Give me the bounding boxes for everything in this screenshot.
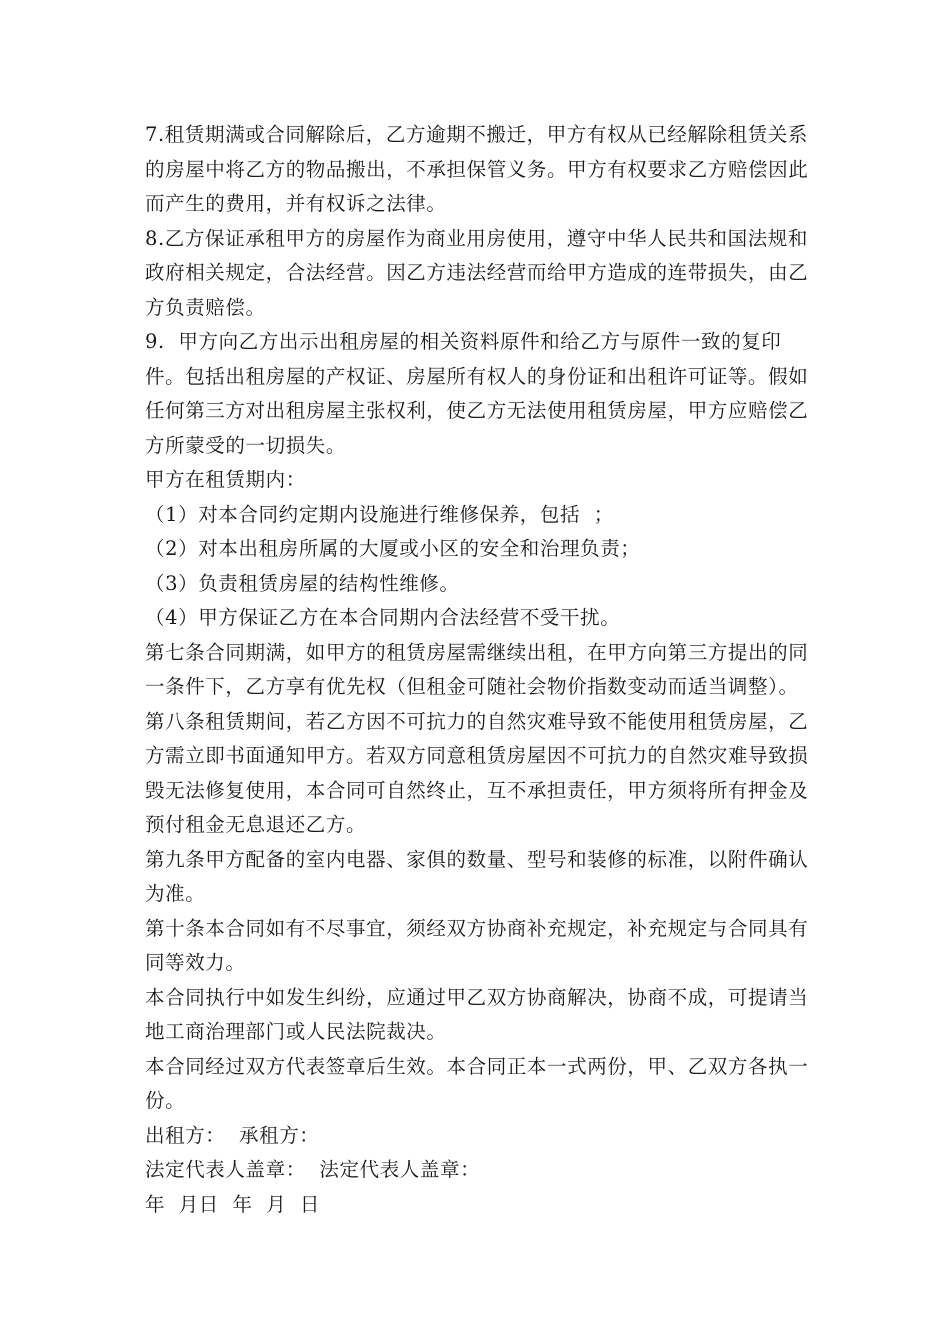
- article-10: 第十条本合同如有不尽事宜，须经双方协商补充规定，补充规定与合同具有同等效力。: [145, 916, 809, 974]
- effectiveness-clause: 本合同经过双方代表签章后生效。本合同正本一式两份，甲、乙双方各执一份。: [145, 1054, 809, 1112]
- parties-line: 出租方： 承租方：: [145, 1123, 320, 1147]
- lessor-duties-heading: 甲方在租赁期内：: [145, 468, 306, 491]
- clause-8: 8.乙方保证承租甲方的房屋作为商业用房使用，遵守中华人民共和国法规和政府相关规定，合法经营。因乙方违法经营而给甲方造成的连带损失，由乙方负责赔偿。: [145, 226, 809, 319]
- dispute-clause: 本合同执行中如发生纠纷，应通过甲乙双方协商解决，协商不成，可提请当地工商治理部门或人民法院裁决。: [145, 985, 809, 1043]
- clause-9: 9. 甲方向乙方出示出租房屋的相关资料原件和给乙方与原件一致的复印件。包括出租房屋的产权证、房屋所有权人的身份证和出租许可证等。假如任何第三方对出租房屋主张权利，使乙方无法使用租赁房屋，甲方应赔偿乙方所蒙受的一切损失。: [145, 330, 809, 457]
- contract-body: [145, 118, 815, 1222]
- clause-7: 7.租赁期满或合同解除后，乙方逾期不搬迁，甲方有权从已经解除租赁关系的房屋中将乙方的物品搬出，不承担保管义务。甲方有权要求乙方赔偿因此而产生的费用，并有权诉之法律。: [145, 123, 809, 215]
- lessor-duty-1: （1）对本合同约定期内设施进行维修保养，包括 ；: [145, 502, 614, 526]
- article-9: 第九条甲方配备的室内电器、家俱的数量、型号和装修的标准，以附件确认为准。: [145, 847, 809, 905]
- article-7: 第七条合同期满，如甲方的租赁房屋需继续出租，在甲方向第三方提出的同一条件下，乙方享有优先权（但租金可随社会物价指数变动而适当调整）。: [145, 640, 809, 698]
- lessor-duty-2: （2）对本出租房所属的大厦或小区的安全和治理负责；: [145, 537, 641, 560]
- lessor-duty-4: （4）甲方保证乙方在本合同期内合法经营不受干扰。: [145, 606, 621, 629]
- lessor-duty-3: （3）负责租赁房屋的结构性维修。: [145, 571, 460, 595]
- article-8: 第八条租赁期间，若乙方因不可抗力的自然灾难导致不能使用租赁房屋，乙方需立即书面通知甲方。若双方同意租赁房屋因不可抗力的自然灾难导致损毁无法修复使用，本合同可自然终止，互不承担责任，甲方须将所有押金及预付租金无息退还乙方。: [145, 709, 809, 836]
- seal-line: 法定代表人盖章： 法定代表人盖章：: [145, 1158, 481, 1181]
- date-line: 年 月日 年 月 日: [145, 1192, 320, 1216]
